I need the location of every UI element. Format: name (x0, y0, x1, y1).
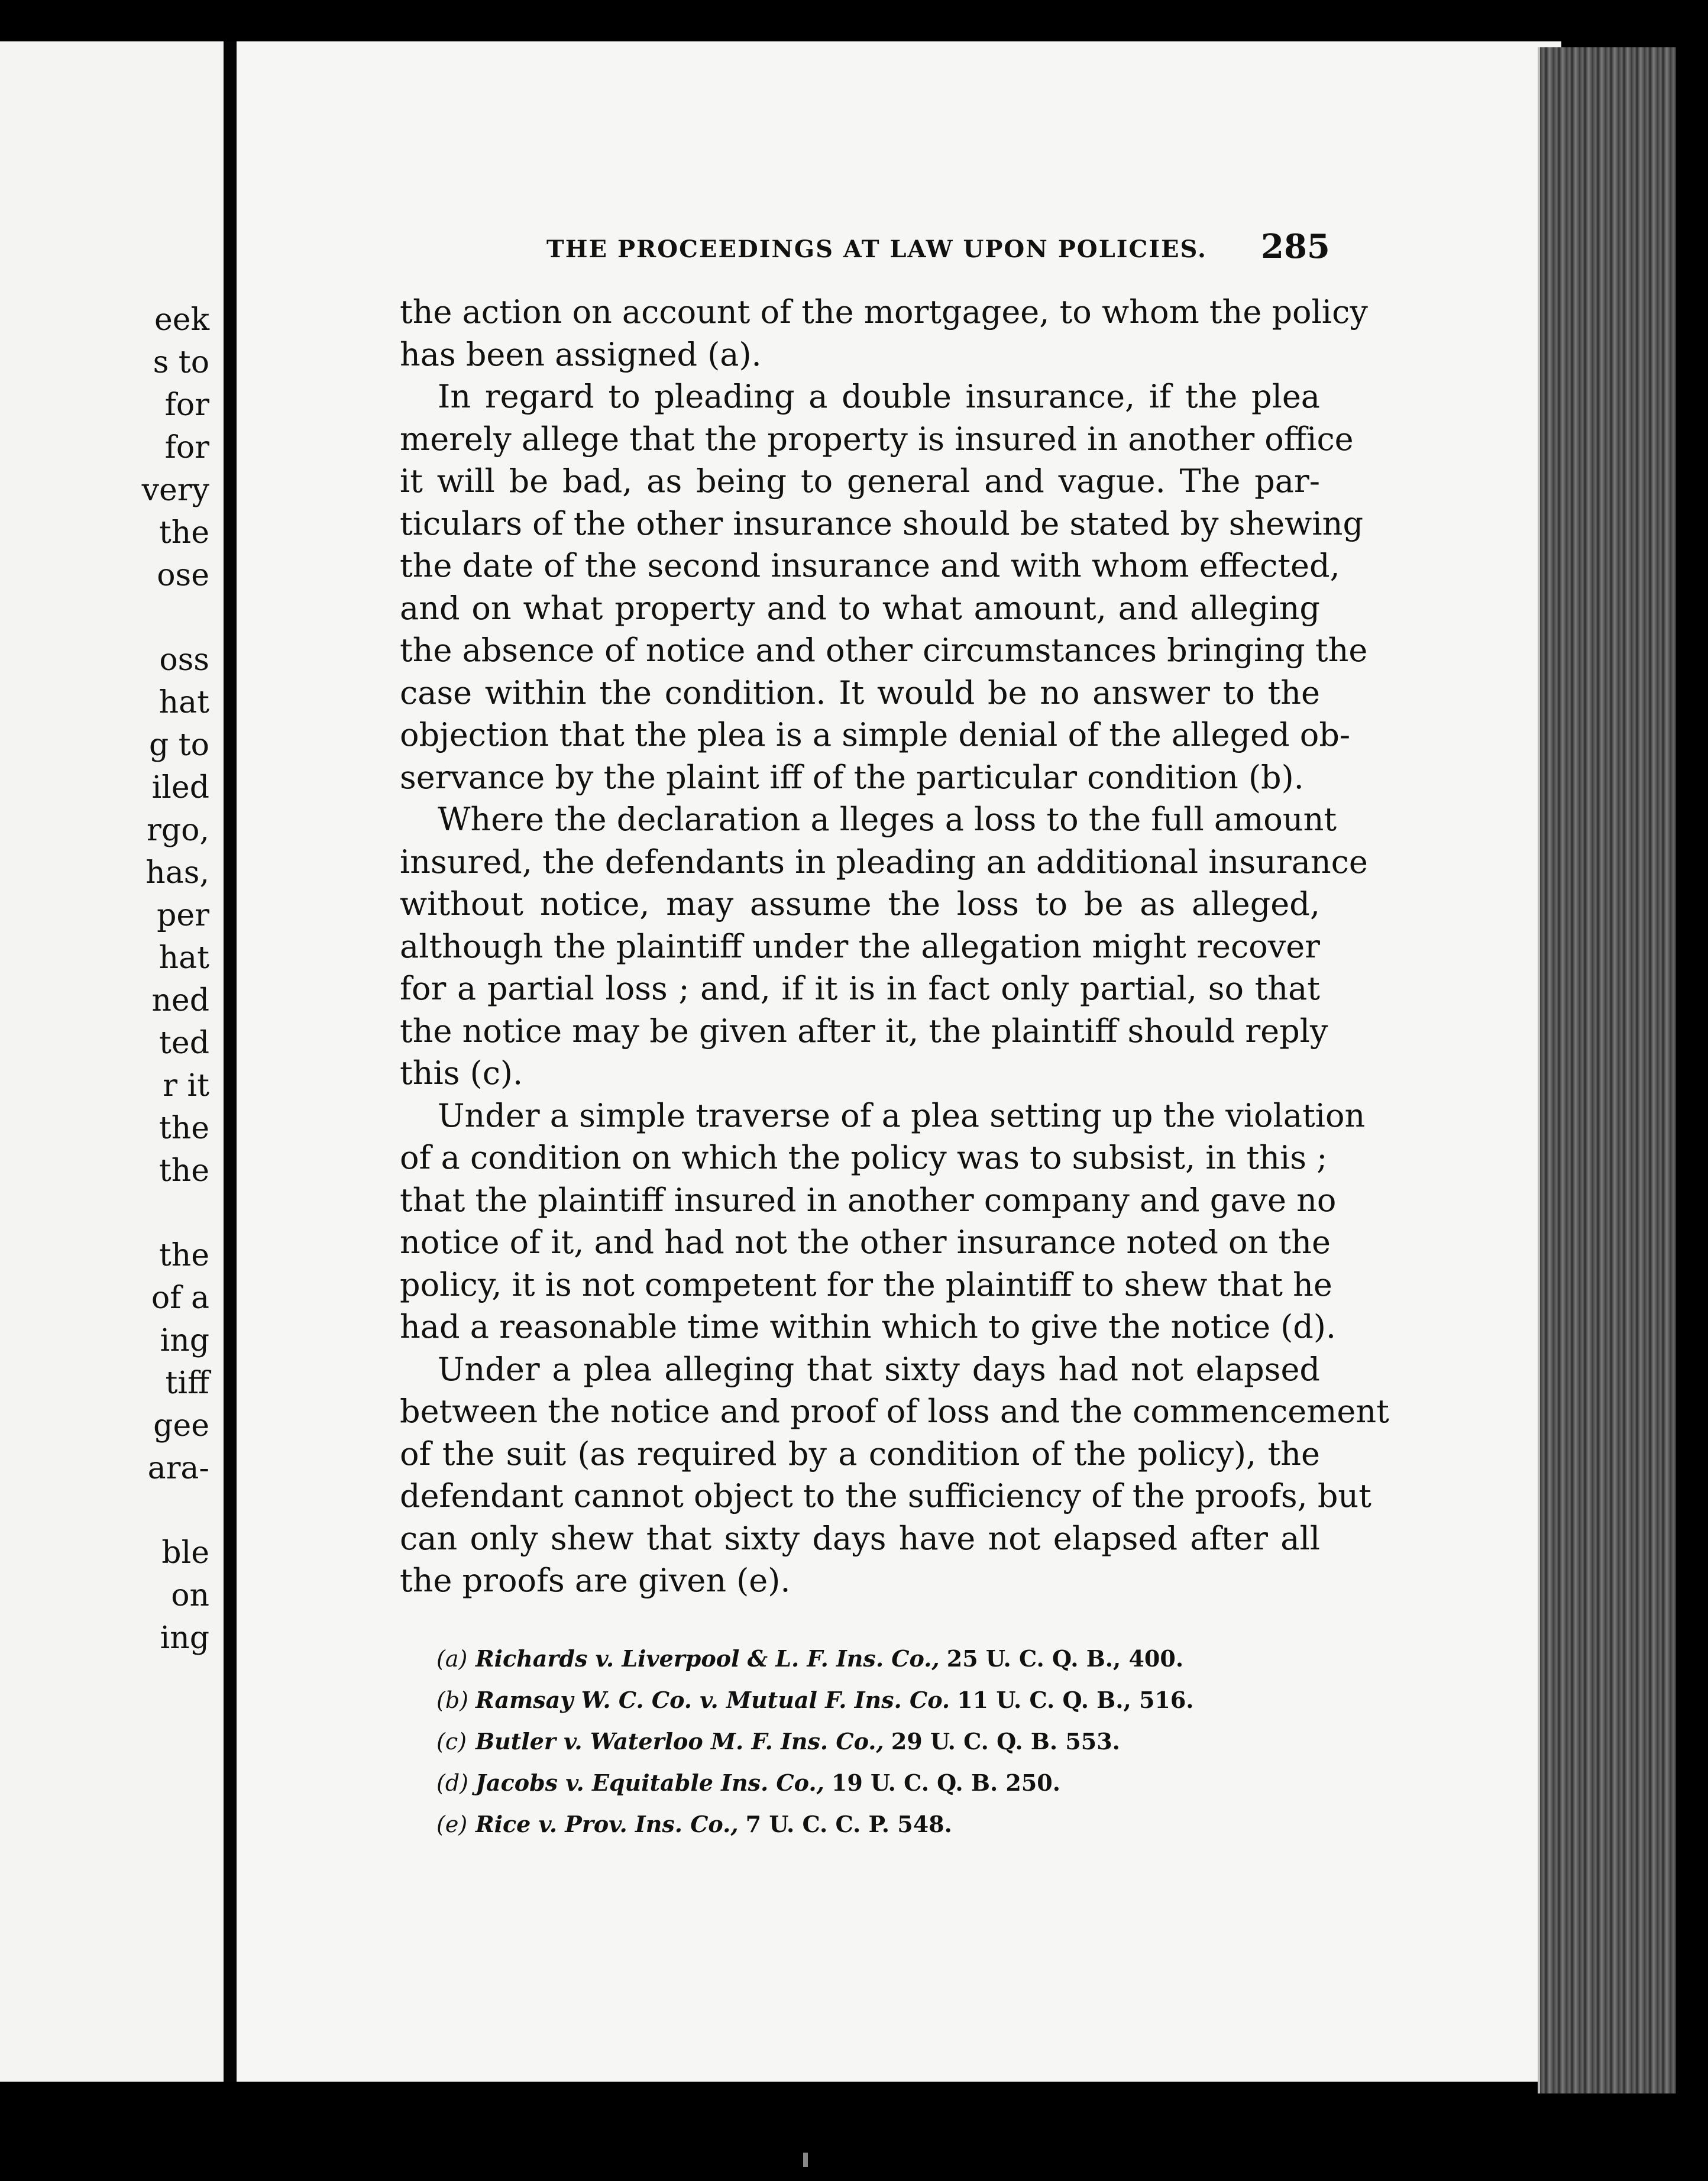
text-line: the action on account of the mortgagee, to whom the policy (400, 293, 1368, 331)
footnote (436, 1721, 1194, 1762)
book-page-edges (1540, 47, 1676, 2093)
footnote-case-name: Richards v. Liverpool & L. F. Ins. Co., (475, 1645, 940, 1672)
adjacent-page-line: ing (160, 1620, 209, 1656)
text-line: that the plaintiff insured in another company and gave no (400, 1181, 1337, 1219)
adjacent-page-line: ara- (147, 1451, 209, 1486)
text-line: for a partial loss ; and, if it is in fact only partial, so that (400, 970, 1320, 1007)
book-gutter (224, 41, 237, 2082)
adjacent-page-line: the (158, 1238, 209, 1273)
footnote-marker: (b) (436, 1687, 468, 1713)
adjacent-page-line: rgo, (147, 813, 209, 848)
text-line: between the notice and proof of loss and the commencement (400, 1393, 1389, 1430)
text-line: has been assigned (a). (400, 335, 762, 373)
text-line: can only shew that sixty days have not elapsed after all (400, 1519, 1320, 1557)
footnote-case-name: Rice v. Prov. Ins. Co., (475, 1811, 739, 1837)
text-line: servance by the plaint iff of the particular condition (b). (400, 758, 1304, 796)
text-line: of a condition on which the policy was to subsist, in this ; (400, 1139, 1328, 1176)
adjacent-page-line: g to (148, 727, 209, 763)
adjacent-page-line: the (158, 1111, 209, 1146)
adjacent-page-line: eek (154, 302, 209, 338)
footnote (436, 1762, 1194, 1804)
footnote-citation: 25 U. C. Q. B., 400. (946, 1645, 1184, 1672)
text-line: the date of the second insurance and with whom effected, (400, 547, 1340, 584)
text-line: the absence of notice and other circumstances bringing the (400, 632, 1368, 669)
adjacent-page-line: of a (151, 1280, 209, 1316)
text-line: the notice may be given after it, the plaintiff should reply (400, 1012, 1328, 1050)
text-line: Under a plea alleging that sixty days had not elapsed (438, 1350, 1320, 1388)
page-number: 285 (1261, 227, 1330, 266)
adjacent-page-line: the (158, 515, 209, 551)
text-line: merely allege that the property is insured in another office (400, 420, 1354, 458)
adjacent-page-line: ble (161, 1535, 209, 1571)
footnote-citation: 29 U. C. Q. B. 553. (891, 1728, 1120, 1755)
adjacent-page-line: the (158, 1153, 209, 1189)
text-line: case within the condition. It would be no answer to the (400, 674, 1320, 711)
adjacent-page-line: has, (145, 855, 209, 891)
text-line: Where the declaration a lleges a loss to the full amount (438, 801, 1337, 838)
adjacent-page-line: s to (153, 345, 209, 380)
text-line: of the suit (as required by a condition of the policy), the (400, 1435, 1320, 1473)
text-line: In regard to pleading a double insurance, if the plea (438, 378, 1320, 415)
text-line: Under a simple traverse of a plea setting up the violation (438, 1096, 1366, 1134)
text-line: the proofs are given (e). (400, 1562, 791, 1599)
adjacent-page-line: r it (163, 1068, 209, 1104)
text-line: notice of it, and had not the other insurance noted on the (400, 1224, 1331, 1261)
body-text (400, 291, 1389, 1602)
text-line: objection that the plea is a simple denial of the alleged ob- (400, 716, 1351, 753)
running-head: THE PROCEEDINGS AT LAW UPON POLICIES. (546, 235, 1207, 263)
footnote-case-name: Jacobs v. Equitable Ins. Co., (475, 1769, 824, 1796)
adjacent-page-line: ose (157, 558, 209, 593)
text-line: insured, the defendants in pleading an additional insurance (400, 843, 1368, 881)
adjacent-page-line: ing (160, 1323, 209, 1358)
footnote-marker: (e) (436, 1811, 468, 1837)
text-line: and on what property and to what amount, and alleging (400, 589, 1320, 627)
footnote (436, 1638, 1194, 1680)
adjacent-page-line: on (171, 1578, 209, 1613)
footnotes (436, 1638, 1194, 1845)
adjacent-page-line: gee (153, 1408, 209, 1444)
text-line: although the plaintiff under the allegation might recover (400, 927, 1320, 965)
text-line: had a reasonable time within which to give the notice (d). (400, 1308, 1337, 1345)
scan-mark (803, 2153, 808, 2167)
footnote-marker: (a) (436, 1646, 468, 1672)
adjacent-page-line: for (164, 387, 209, 423)
text-line: this (c). (400, 1054, 523, 1092)
footnote-case-name: Butler v. Waterloo M. F. Ins. Co., (475, 1728, 884, 1755)
text-line: it will be bad, as being to general and vague. The par- (400, 462, 1320, 500)
text-line: ticulars of the other insurance should be stated by shewing (400, 504, 1364, 542)
footnote-citation: 19 U. C. Q. B. 250. (831, 1769, 1060, 1796)
adjacent-page-line: hat (158, 685, 209, 720)
adjacent-page-line: very (141, 473, 209, 508)
footnote-marker: (c) (436, 1729, 467, 1755)
text-line: without notice, may assume the loss to be as alleged, (400, 885, 1320, 923)
adjacent-page-fragment (0, 41, 229, 2082)
footnote-citation: 11 U. C. Q. B., 516. (957, 1687, 1194, 1713)
footnote-case-name: Ramsay W. C. Co. v. Mutual F. Ins. Co. (475, 1687, 950, 1713)
adjacent-page-line: tiff (165, 1365, 209, 1401)
adjacent-page-line: iled (151, 770, 209, 805)
text-line: policy, it is not competent for the plaintiff to shew that he (400, 1266, 1332, 1303)
adjacent-page-line: oss (159, 642, 209, 678)
adjacent-page-line: hat (158, 940, 209, 976)
text-line: defendant cannot object to the sufficiency of the proofs, but (400, 1477, 1371, 1515)
footnote-marker: (d) (436, 1770, 468, 1796)
adjacent-page-line: for (164, 430, 209, 465)
adjacent-page-line: ted (159, 1025, 209, 1061)
adjacent-page-line: ned (151, 983, 209, 1018)
footnote (436, 1804, 1194, 1845)
footnote (436, 1680, 1194, 1721)
adjacent-page-line: per (157, 898, 209, 933)
footnote-citation: 7 U. C. C. P. 548. (745, 1811, 952, 1837)
